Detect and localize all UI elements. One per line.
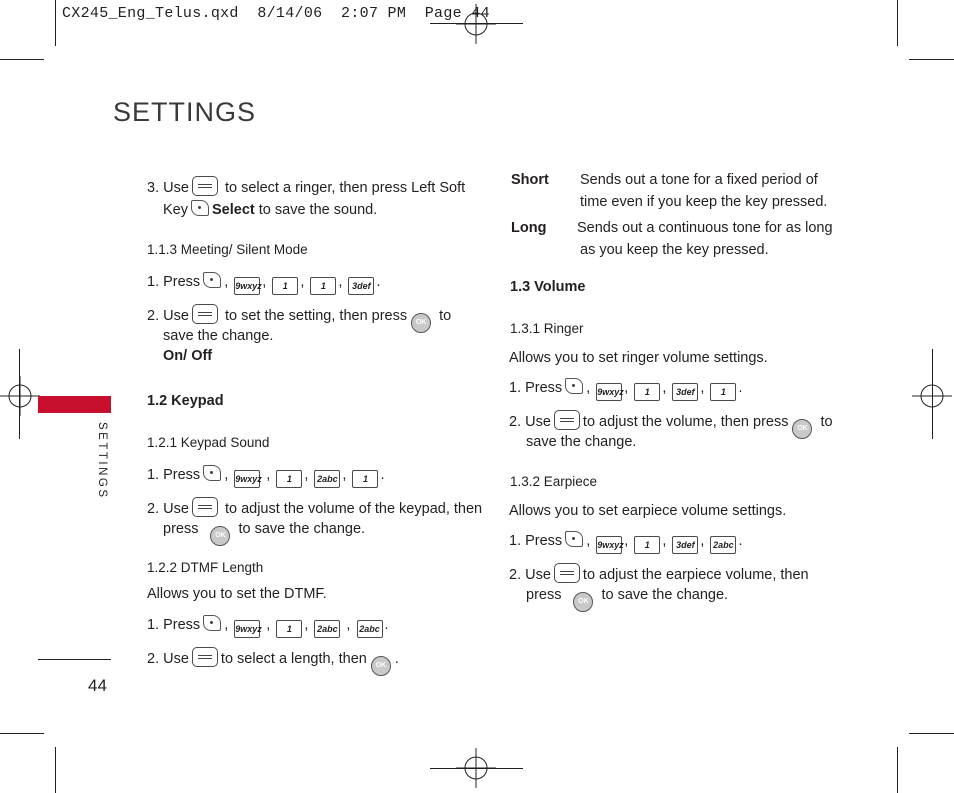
meeting-use-step: 2. Use to set the setting, then press OK to [147,304,451,333]
key-2-icon: 2abc [314,620,340,638]
print-slug: CX245_Eng_Telus.qxd 8/14/06 2:07 PM Page 44 [62,5,490,22]
menu-soft-key-icon [203,272,221,288]
heading-1-3-2: 1.3.2 Earpiece [510,474,598,489]
crop-mark [55,0,56,46]
keypad-press-steps: 1. Press , 9wxyz , 1 , 2abc , 1 . [147,465,385,488]
left-soft-key-icon [191,200,209,216]
heading-1-2-1: 1.2.1 Keypad Sound [147,435,270,450]
dtmf-use-step: 2. Use to select a length, then OK . [147,647,399,676]
registration-mark-icon [0,376,40,416]
section-accent-bar [38,396,111,413]
nav-key-icon [192,647,218,667]
long-desc-1: Sends out a continuous tone for as long [577,220,833,236]
short-desc-1: Sends out a tone for a fixed period of [580,172,818,188]
ringer-save-text: save the change. [526,434,637,450]
key-9-icon: 9wxyz [234,277,260,295]
ok-key-icon: OK [371,656,391,676]
heading-1-1-3: 1.1.3 Meeting/ Silent Mode [147,242,308,257]
key-1-icon: 1 [276,470,302,488]
crop-mark [0,733,44,734]
short-desc-2: time even if you keep the key pressed. [580,194,828,210]
key-2-icon: 2abc [357,620,383,638]
heading-1-3-1: 1.3.1 Ringer [510,321,584,336]
key-1-icon: 1 [276,620,302,638]
key-1-icon: 1 [310,277,336,295]
key-3-icon: 3def [672,536,698,554]
crop-mark [897,747,898,793]
page-title: SETTINGS [113,97,257,127]
meeting-save-text: save the change. [163,328,274,344]
crop-mark [932,349,933,439]
crop-mark [897,0,898,46]
keypad-use-step: 2. Use to adjust the volume of the keypad, then [147,497,482,520]
key-9-icon: 9wxyz [234,470,260,488]
side-section-label-wrap [94,422,108,500]
menu-soft-key-icon [203,465,221,481]
menu-soft-key-icon [203,615,221,631]
key-2-icon: 2abc [314,470,340,488]
step-3-line-1: 3. Use to select a ringer, then press Left Soft [147,176,465,199]
ringer-intro: Allows you to set ringer volume settings. [509,350,768,366]
page-number: 44 [88,676,107,695]
ringer-press-steps: 1. Press , 9wxyz, 1 , 3def , 1 . [509,378,742,401]
keypad-save-line: press OK to save the change. [163,519,365,546]
meeting-press-steps: 1. Press , 9wxyz, 1 , 1 , 3def . [147,272,380,295]
short-label: Short [511,172,549,188]
crop-mark [0,59,44,60]
earpiece-press-steps: 1. Press , 9wxyz, 1 , 3def , 2abc . [509,531,742,554]
heading-1-3: 1.3 Volume [510,279,586,295]
ok-key-icon: OK [792,419,812,439]
long-desc-2: as you keep the key pressed. [580,242,769,258]
earpiece-save-line: press OK to save the change. [526,585,728,612]
dtmf-press-steps: 1. Press , 9wxyz , 1 , 2abc , 2abc . [147,615,389,638]
key-1-icon: 1 [352,470,378,488]
key-9-icon: 9wxyz [234,620,260,638]
nav-key-icon [554,563,580,583]
earpiece-intro: Allows you to set earpiece volume settings. [509,503,787,519]
nav-key-icon [192,304,218,324]
footer-rule [38,659,111,660]
side-section-label: SETTINGS [96,422,108,500]
crop-mark [909,59,954,60]
nav-key-icon [554,410,580,430]
menu-soft-key-icon [565,531,583,547]
nav-key-icon [192,497,218,517]
crop-mark [55,747,56,793]
step-3-line-2: Key Select to save the sound. [163,202,378,218]
dtmf-intro: Allows you to set the DTMF. [147,586,327,602]
key-2-icon: 2abc [710,536,736,554]
key-3-icon: 3def [348,277,374,295]
key-1-icon: 1 [634,383,660,401]
key-3-icon: 3def [672,383,698,401]
registration-mark-icon [456,748,496,788]
heading-1-2: 1.2 Keypad [147,393,224,409]
key-1-icon: 1 [272,277,298,295]
long-label: Long [511,220,547,236]
ok-key-icon: OK [411,313,431,333]
menu-soft-key-icon [565,378,583,394]
key-9-icon: 9wxyz [596,383,622,401]
ringer-use-step: 2. Use to adjust the volume, then press OK to [509,410,833,439]
key-1-icon: 1 [634,536,660,554]
heading-1-2-2: 1.2.2 DTMF Length [147,560,264,575]
key-1-icon: 1 [710,383,736,401]
crop-mark [19,349,20,439]
crop-mark [909,733,954,734]
meeting-options: On/ Off [163,348,213,364]
nav-key-icon [192,176,218,196]
ok-key-icon: OK [210,526,230,546]
ok-key-icon: OK [573,592,593,612]
key-9-icon: 9wxyz [596,536,622,554]
earpiece-use-step: 2. Use to adjust the earpiece volume, then [509,563,809,586]
